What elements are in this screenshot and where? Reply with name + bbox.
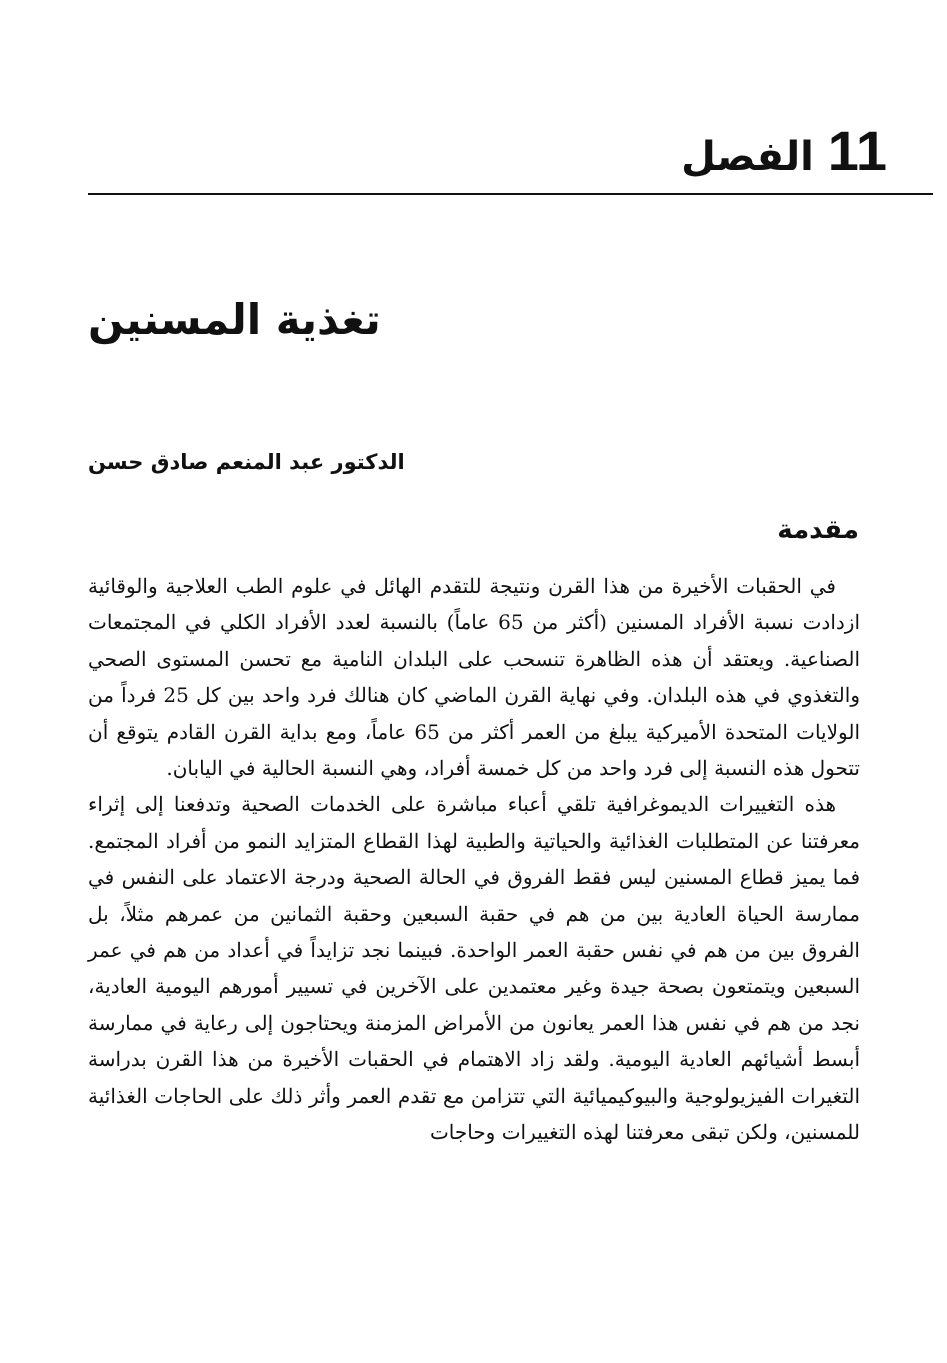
chapter-header [681,118,887,183]
paragraph: في الحقبات الأخيرة من هذا القرن ونتيجة للتقدم الهائل في علوم الطب العلاجية والوقائية ازدادت نسبة الأفراد المسنين (أكثر من 65 عاماً) بالنسبة لعدد الأفراد الكلي في المجتمعات الصناعية. ويعتقد أن هذه الظاهرة تنسحب على البلدان النامية مع تحسن المستوى الصحي والتغذوي في هذه البلدان. وفي نهاية القرن الماضي كان هنالك فرد واحد بين كل 25 فرداً من الولايات المتحدة الأميركية يبلغ من العمر أكثر من 65 عاماً، ومع بداية القرن القادم يتوقع أن تتحول هذه النسبة إلى فرد واحد من كل خمسة أفراد، وهي النسبة الحالية في اليابان. [88,574,861,781]
chapter-title: تغذية المسنين [88,295,381,344]
chapter-label: الفصل [681,134,814,180]
paragraph: هذه التغييرات الديموغرافية تلقي أعباء مباشرة على الخدمات الصحية وتدفعنا إلى إثراء معرفتنا عن المتطلبات الغذائية والحياتية والطبية لهذا القطاع المتزايد النمو من أفراد المجتمع. فما يميز قطاع المسنين ليس فقط الفروق في الحالة الصحية ودرجة الاعتماد على النفس في ممارسة الحياة العادية بين من هم في حقبة السبعين وحقبة الثمانين من عمرهم مثلاً، بل الفروق بين من هم في نفس حقبة العمر الواحدة. فبينما نجد تزايداً في أعداد من هم في عمر السبعين ويتمتعون بصحة جيدة وغير معتمدين على الآخرين في تسيير أمورهم اليومية العادية، نجد من هم في نفس هذا العمر يعانون من الأمراض المزمنة ويحتاجون إلى رعاية في ممارسة أبسط أشيائهم العادية اليومية. ولقد زاد الاهتمام في الحقبات الأخيرة من هذا القرن بدراسة التغيرات الفيزيولوجية والبيوكيميائية التي تتزامن مع تقدم العمر وأثر ذلك على الحاجات الغذائية للمسنين، ولكن تبقى معرفتنا لهذه التغييرات وحاجات [88,792,861,1145]
author-name: الدكتور عبد المنعم صادق حسن [88,450,405,474]
header-rule [88,193,933,195]
chapter-number: 11 [827,119,887,182]
body-text [88,568,860,1151]
section-heading: مقدمة [777,515,859,545]
